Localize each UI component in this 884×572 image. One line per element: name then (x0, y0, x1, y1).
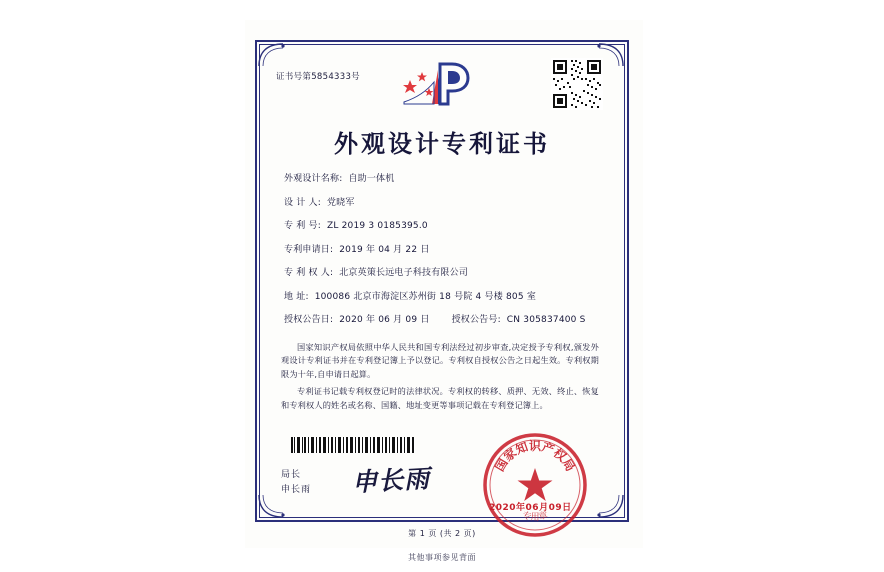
page-title: 外观设计专利证书 (334, 129, 550, 158)
field-value: 北京英策长远电子科技有限公司 (339, 268, 469, 278)
grant-announcement-row (284, 313, 614, 327)
field-value: ZL 2019 3 0185395.0 (326, 221, 428, 231)
qr-code (551, 58, 603, 110)
field-value: 党晓军 (326, 197, 355, 208)
cnipa-logo-icon (396, 58, 492, 110)
seal-date: 2020年06月09日 (489, 503, 572, 513)
field-row (284, 172, 614, 186)
field-value: 2019 年 04 月 22 日 (339, 244, 430, 255)
legal-text (281, 341, 599, 416)
grant-number-label: 授权公告号: (451, 315, 501, 325)
official-seal (480, 430, 590, 540)
field-row (284, 266, 614, 280)
field-value: 100086 北京市海淀区苏州街 18 号院 4 号楼 805 室 (314, 291, 537, 302)
signature-title: 局长 (281, 470, 302, 480)
field-value: 自助一体机 (348, 174, 395, 184)
field-row (284, 243, 614, 257)
page-number: 第 1 页 (共 2 页) (408, 529, 476, 538)
grant-date-label: 授权公告日: (284, 315, 334, 325)
field-row (284, 290, 614, 304)
corner-flourish-icon (257, 42, 291, 68)
svg-text:专用章: 专用章 (520, 510, 550, 523)
certificate-number: 证书号第5854333号 (276, 72, 360, 82)
field-label: 专 利 号: (284, 221, 321, 231)
field-row (284, 219, 614, 233)
svg-text:国家知识产权局: 国家知识产权局 (492, 439, 578, 474)
legal-paragraph: 专利证书记载专利权登记时的法律状况。专利权的转移、质押、无效、终止、恢复和专利权人的姓名或名称、国籍、地址变更等事项记载在专利登记簿上。 (281, 386, 599, 410)
field-label: 专利申请日: (284, 244, 334, 255)
footer-note: 其他事项参见背面 (408, 553, 476, 562)
field-list (284, 172, 614, 337)
field-label: 地 址: (284, 291, 309, 302)
field-row (284, 196, 614, 210)
grant-date-value: 2020 年 06 月 09 日 (339, 315, 430, 325)
corner-flourish-icon (591, 493, 625, 519)
barcode (291, 437, 415, 453)
field-label: 外观设计名称: (284, 174, 343, 184)
field-label: 设 计 人: (284, 197, 321, 208)
handwritten-signature: 申长雨 (351, 463, 431, 498)
legal-paragraph: 国家知识产权局依照中华人民共和国专利法经过初步审查,决定授予专利权,颁发外观设计专利证书并在专利登记簿上予以登记。专利权自授权公告之日起生效。专利权期限为十年,自申请日起算。 (281, 342, 599, 379)
signature-block (281, 468, 311, 498)
grant-number-value: CN 305837400 S (506, 315, 586, 325)
field-label: 专 利 权 人: (284, 268, 334, 278)
signature-name: 申长雨 (281, 485, 312, 495)
